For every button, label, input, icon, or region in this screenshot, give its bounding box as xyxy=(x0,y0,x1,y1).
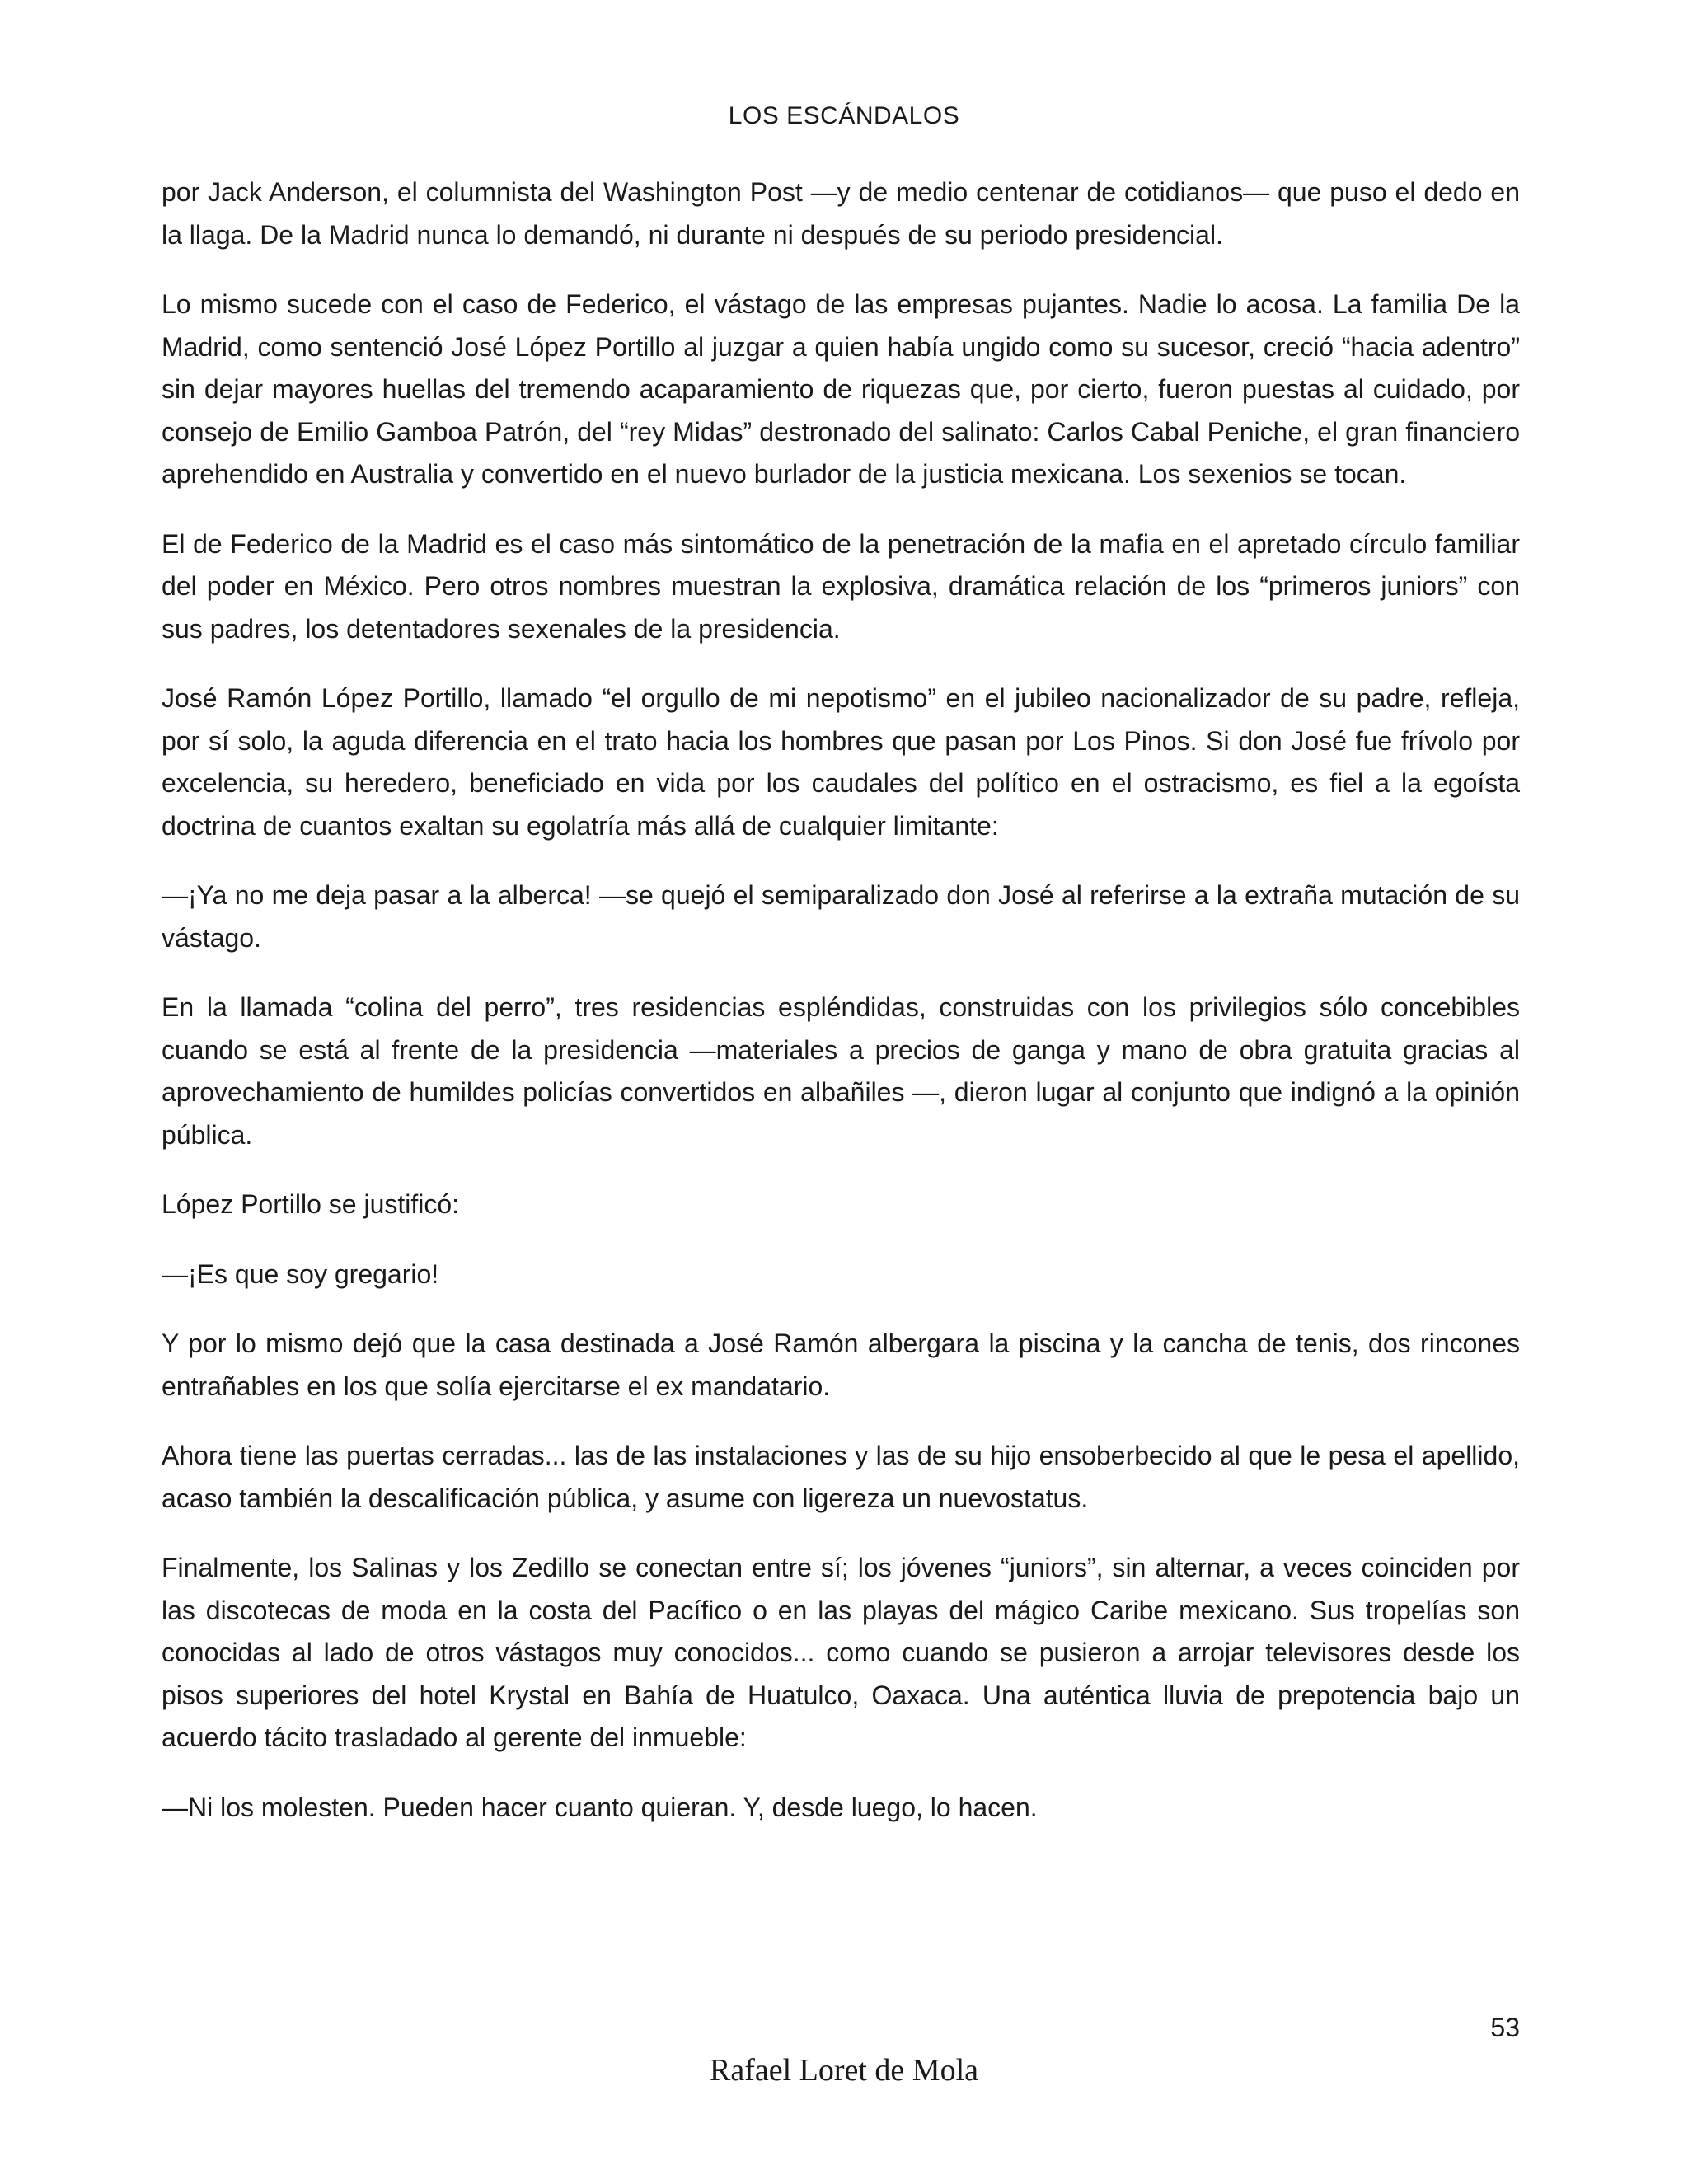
paragraph: —Ni los molesten. Pueden hacer cuanto quieran. Y, desde luego, lo hacen. xyxy=(162,1792,1038,1822)
paragraph: Lo mismo sucede con el caso de Federico, el vástago de las empresas pujantes. Nadie lo acosa. La familia De la Madrid, como sentenció José López Portillo al juzgar a quien había ungido como su sucesor, creció “hacia adentro” sin dejar mayores huellas del tremendo acaparamiento de riquezas que, por cierto, fueron puestas al cuidado, por consejo de Emilio Gamboa Patrón, del “rey Midas” destronado del salinato: Carlos Cabal Peniche, el gran financiero aprehendido en Australia y convertido en el nuevo burlador de la justicia mexicana. Los sexenios se tocan. xyxy=(162,289,1520,489)
paragraph: El de Federico de la Madrid es el caso más sintomático de la penetración de la mafia en el apretado círculo familiar del poder en México. Pero otros nombres muestran la explosiva, dramática relación de los “primeros juniors” con sus padres, los detentadores sexenales de la presidencia. xyxy=(162,528,1520,644)
paragraph: López Portillo se justificó: xyxy=(162,1189,460,1219)
body-text xyxy=(162,171,1520,1856)
paragraph: Ahora tiene las puertas cerradas... las de las instalaciones y las de su hijo ensoberbecido al que le pesa el apellido, acaso también la descalificación pública, y asume con ligereza un nuevostatus. xyxy=(162,1441,1520,1513)
paragraph: En la llamada “colina del perro”, tres residencias espléndidas, construidas con los privilegios sólo concebibles cuando se está al frente de la presidencia —materiales a precios de ganga y mano de obra gratuita gracias al aprovechamiento de humildes policías convertidos en albañiles —, dieron lugar al conjunto que indignó a la opinión pública. xyxy=(162,992,1520,1150)
paragraph: —¡Ya no me deja pasar a la alberca! —se quejó el semiparalizado don José al referirse a la extraña mutación de su vástago. xyxy=(162,880,1520,953)
paragraph: Y por lo mismo dejó que la casa destinada a José Ramón albergara la piscina y la cancha de tenis, dos rincones entrañables en los que solía ejercitarse el ex mandatario. xyxy=(162,1329,1520,1401)
page-number: 53 xyxy=(1490,2013,1520,2042)
paragraph: Finalmente, los Salinas y los Zedillo se conectan entre sí; los jóvenes “juniors”, sin alternar, a veces coinciden por las discotecas de moda en la costa del Pacífico o en las playas del mágico Caribe mexicano. Sus tropelías son conocidas al lado de otros vástagos muy conocidos... como cuando se pusieron a arrojar televisores desde los pisos superiores del hotel Krystal en Bahía de Huatulco, Oaxaca. Una auténtica lluvia de prepotencia bajo un acuerdo tácito trasladado al gerente del inmueble: xyxy=(162,1553,1520,1752)
paragraph: José Ramón López Portillo, llamado “el orgullo de mi nepotismo” en el jubileo nacionalizador de su padre, refleja, por sí solo, la aguda diferencia en el trato hacia los hombres que pasan por Los Pinos. Si don José fue frívolo por excelencia, su heredero, beneficiado en vida por los caudales del político en el ostracismo, es fiel a la egoísta doctrina de cuantos exaltan su egolatría más allá de cualquier limitante: xyxy=(162,683,1520,841)
footer-author: Rafael Loret de Mola xyxy=(709,2053,979,2088)
paragraph: por Jack Anderson, el columnista del Washington Post —y de medio centenar de cotidianos— que puso el dedo en la llaga. De la Madrid nunca lo demandó, ni durante ni después de su periodo presidencial. xyxy=(162,177,1520,250)
running-header: LOS ESCÁNDALOS xyxy=(728,102,960,129)
paragraph: —¡Es que soy gregario! xyxy=(162,1258,439,1289)
